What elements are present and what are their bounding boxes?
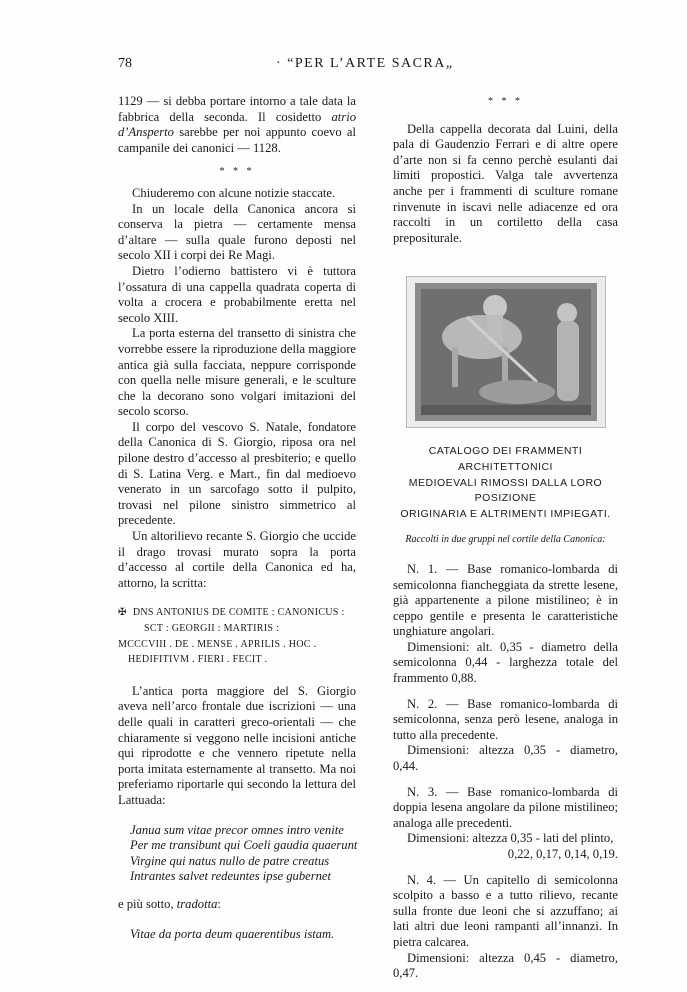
entry-dimensions-cont: 0,22, 0,17, 0,14, 0,19.	[507, 847, 618, 861]
paragraph: In un locale della Canonica ancora si conserva la pietra — certamente mensa d’altare — sulla quale furono deposti nel secolo XII i corpi dei Re Magi.	[118, 201, 356, 263]
paragraph: Il corpo del vescovo S. Natale, fondatore della Canonica di S. Giorgio, riposa ora nel pilone destro d’accesso al presbiterio; e quello di S. Latina Verg. e Mart., fin dal medioevo venerato in un sarcofago sotto il pulpito, trovasi nel pilone sinistro simmetrico al precedente.	[118, 419, 356, 528]
left-column	[118, 94, 356, 942]
paragraph: L’antica porta maggiore del S. Giorgio aveva nell’arco frontale due iscrizioni — una delle quali in caratteri greco-orientali — che chiaramente si veggono nelle incisioni antiche qui riprodotte e che vennero ripetute nella porta imitata esternamente al transetto. Ma noi preferiamo riportarle qui secondo la lettura del Lattuada:	[118, 683, 356, 807]
title-line: CATALOGO DEI FRAMMENTI ARCHITETTONICI	[428, 445, 583, 473]
inscription	[118, 605, 356, 667]
entry-text: N. 4. — Un capitello di semicolonna scolpito a basso e a tutto rilievo, recante sulla fronte due leoni che si azzuffano; ai lati altri due leoni rampanti all’innanzi. In pietra calcarea.	[393, 872, 618, 949]
title-line: MEDIOEVALI RIMOSSI DALLA LORO POSIZIONE	[408, 476, 603, 505]
catalog-title	[393, 444, 618, 522]
paragraph: Chiuderemo con alcune notizie staccate.	[132, 185, 336, 200]
page-number: 78	[118, 56, 132, 71]
section-divider: * * *	[219, 166, 255, 178]
entry-dimensions: Dimensioni: altezza 0,35 - lati del plinto,	[407, 831, 614, 846]
italic-term: atrio d’Ansperto	[118, 109, 356, 140]
section-divider: * * *	[488, 96, 523, 107]
right-column	[393, 94, 618, 992]
running-head: · “PER L’ARTE SACRA„	[276, 56, 454, 71]
inscription-line: MCCCVIII . DE . MENSE . APRILIS . HOC .	[118, 638, 317, 650]
st-george-relief-image	[407, 277, 605, 427]
paragraph	[118, 94, 356, 156]
title-line: ORIGINARIA E ALTRIMENTI IMPIEGATI.	[400, 507, 611, 520]
entry-text: N. 2. — Base romanico-lombarda di semicolonna, senza però lesene, analoga in tutto alla precedente.	[393, 696, 618, 742]
entry-dimensions: Dimensioni: altezza 0,45 - diametro, 0,47.	[393, 950, 618, 981]
entry-text: N. 1. — Base romanico-lombarda di semicolonna fiancheggiata da strette lesene, già appartenente a pilone mistilineo; è in ceppo gentile e presenta le caratteristiche unghiature angolari.	[393, 561, 618, 639]
inscription-line: HEDIFITIVM . FIERI . FECIT .	[128, 654, 268, 666]
entry-dimensions: Dimensioni: alt. 0,35 - diametro della semicolonna 0,44 - larghezza totale del frammento 0,88.	[393, 639, 618, 686]
catalog-entry	[393, 873, 618, 982]
inscription-line: DNS ANTONIUS DE COMITE : CANONICUS :	[132, 607, 345, 619]
entry-text: N. 3. — Base romanico-lombarda di doppia lesena angolare da pilone mistilineo; analoga alle precedenti.	[393, 784, 618, 830]
inscription-line: SCT : GEORGII : MARTIRIS :	[144, 623, 280, 634]
catalog-entry	[393, 562, 618, 687]
entry-dimensions: Dimensioni: altezza 0,35 - diametro, 0,44.	[393, 743, 618, 774]
text: e più sotto,	[118, 896, 174, 911]
tradotta-line	[118, 897, 356, 913]
paragraph: Dietro l’odierno battistero vi è tuttora l’ossatura di una cappella quadrata coperta di volta a crocera e probabilmente eretta nel secolo XIII.	[118, 263, 356, 325]
verse-line: Per me transibunt qui Coeli gaudia quaerunt	[130, 838, 358, 853]
relief-photo	[406, 276, 606, 428]
paragraph: Un altorilievo recante S. Giorgio che uccide il drago trovasi murato sopra la porta d’accesso al cortile della Canonica ed ha, attorno, la scritta:	[118, 529, 356, 590]
cross-icon: ✠	[118, 607, 127, 619]
italic-term: tradotta	[176, 896, 218, 911]
latin-verse-line: Vitae da porta deum quaerentibus istam.	[130, 926, 335, 941]
verse-line: Janua sum vitae precor omnes intro venite	[130, 822, 344, 837]
text: :	[217, 896, 221, 911]
paragraph: Della cappella decorata dal Luini, della pala di Gaudenzio Ferrari e di altre opere d’arte non si fa cenno perchè esulanti dai limiti propostici. Valga tale avvertenza anche per i frammenti di sculture romane rinvenute in iscavi nelle adiacenze ed ora raccolti in un cortiletto della casa prepositurale.	[393, 121, 618, 245]
catalog-entry	[393, 697, 618, 775]
catalog-subtitle: Raccolti in due gruppi nel cortile della Canonica:	[405, 534, 606, 546]
paragraph: La porta esterna del transetto di sinistra che vorrebbe essere la riproduzione della maggiore antica già sulla facciata, neppure corrisponde con quella nelle misure generali, e le sculture che la decorano sono volgari imitazioni del secolo scorso.	[118, 326, 356, 419]
verse-line: Virgine qui natus nullo de patre creatus	[130, 853, 330, 868]
catalog-entry	[393, 785, 618, 863]
latin-verse	[130, 823, 356, 885]
text: sarebbe per noi appunto coevo al campanile dei canonici — 1128.	[118, 125, 356, 155]
text: 1129 — si debba portare intorno a tale data la fabbrica della seconda. Il cosidetto	[118, 94, 356, 124]
verse-line: Intrantes salvet redeuntes ipse gubernet	[130, 869, 331, 884]
